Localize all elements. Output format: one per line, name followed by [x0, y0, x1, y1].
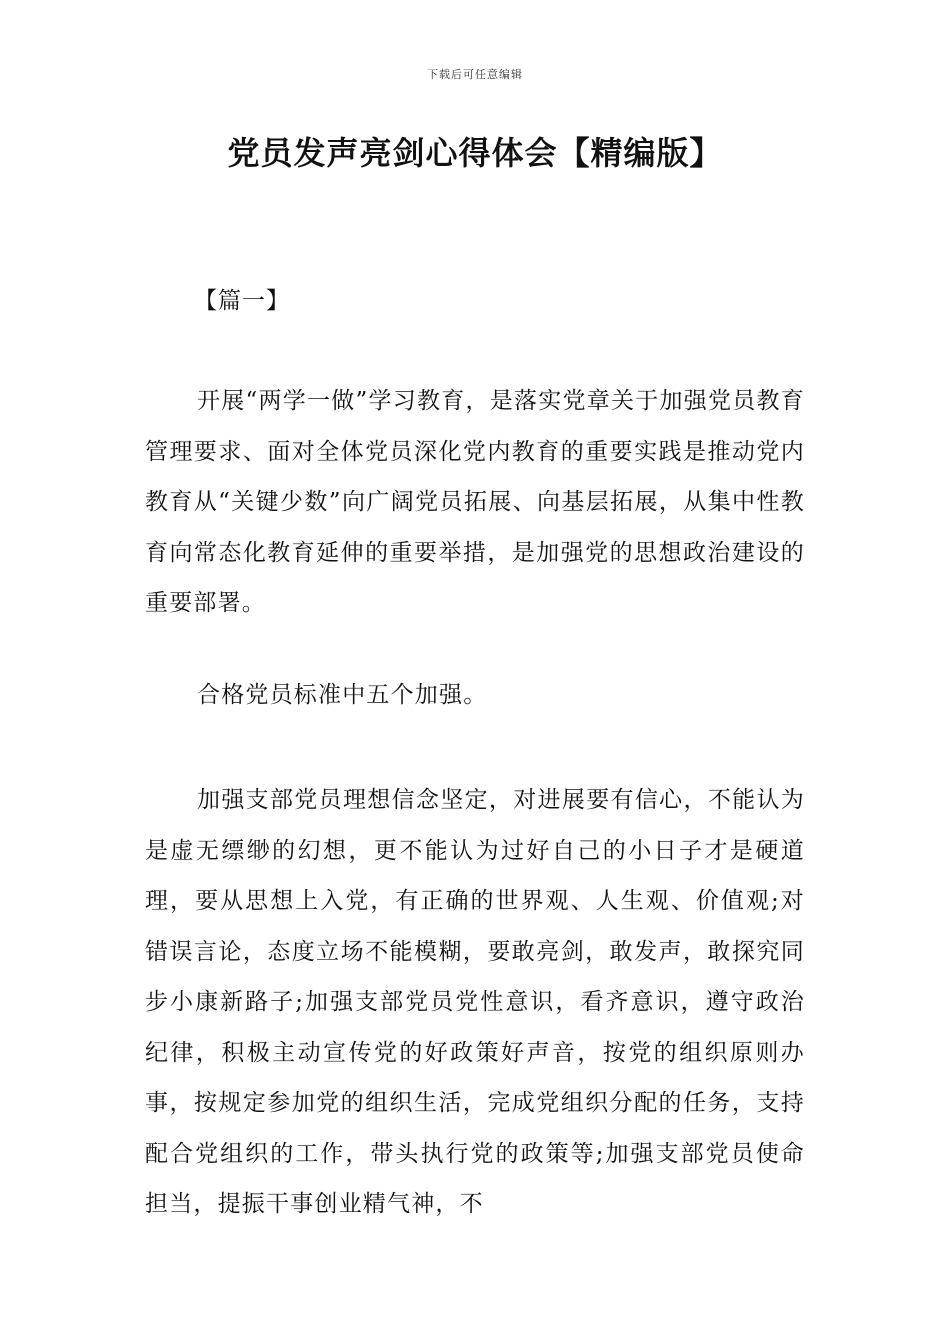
document-title: 党员发声亮剑心得体会【精编版】: [227, 134, 723, 172]
section-label: 【篇一】: [194, 288, 290, 314]
paragraph-3: 加强支部党员理想信念坚定，对进展要有信心，不能认为是虚无缥缈的幻想，更不能认为过好自己的小日子才是硬道理，要从思想上入党，有正确的世界观、人生观、价值观;对错误言论，态度立场不能模糊，要敢亮剑，敢发声，敢探究同步小康新路子;加强支部党员党性意识，看齐意识，遵守政治纪律，积极主动宣传党的好政策好声音，按党的组织原则办事，按规定参加党的组织生活，完成党组织分配的任务，支持配合党组织的工作，带头执行党的政策等;加强支部党员使命担当，提振干事创业精气神，不: [145, 787, 805, 1217]
paragraph-1: 开展“两学一做”学习教育，是落实党章关于加强党员教育管理要求、面对全体党员深化党内教育的重要实践是推动党内教育从“关键少数”向广阔党员拓展、向基层拓展，从集中性教育向常态化教育延伸的重要举措，是加强党的思想政治建设的重要部署。: [145, 388, 805, 616]
header-note: 下载后可任意编辑: [427, 68, 523, 81]
paragraph-2: 合格党员标准中五个加强。: [197, 682, 488, 708]
